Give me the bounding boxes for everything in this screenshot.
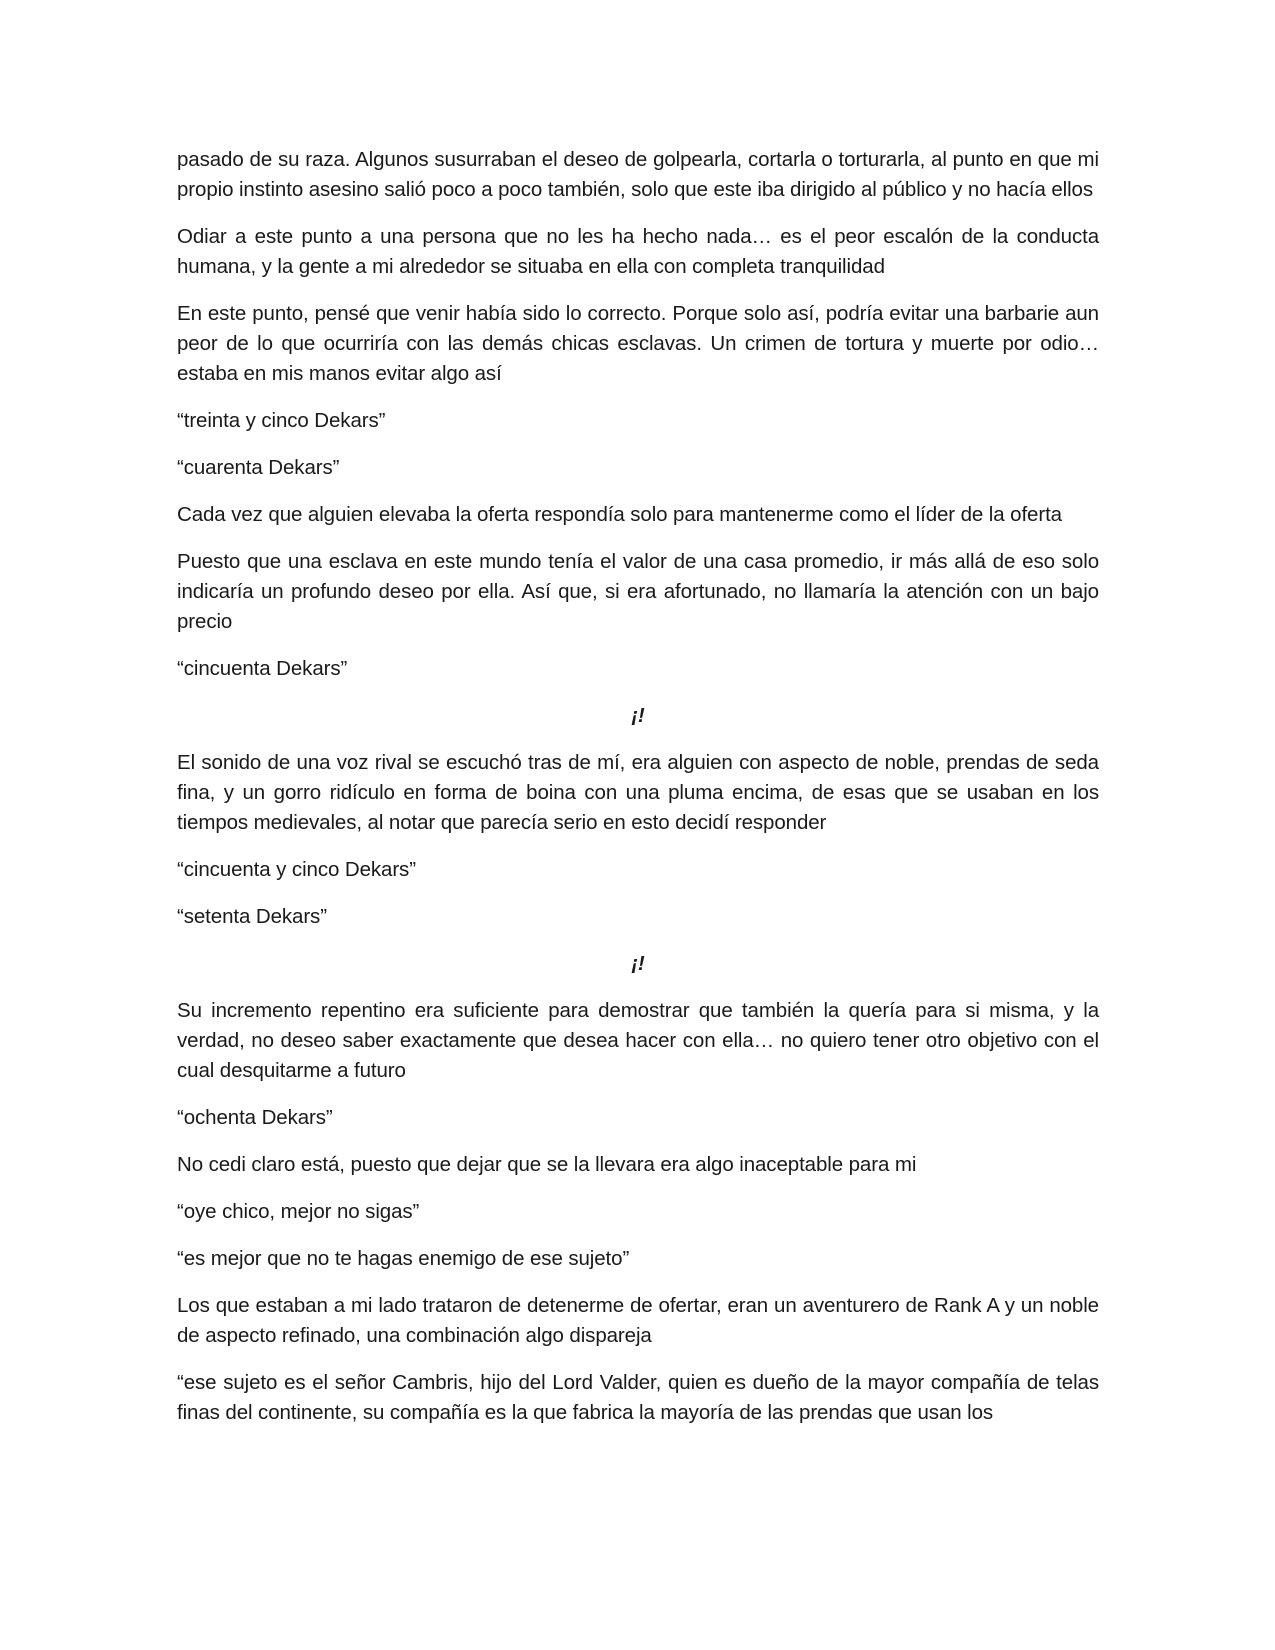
- dialogue-line: “treinta y cinco Dekars”: [177, 409, 386, 432]
- dialogue-line: “setenta Dekars”: [177, 905, 327, 928]
- paragraph-1: pasado de su raza. Algunos susurraban el deseo de golpearla, cortarla o torturarla, al punto en que mi propio instinto asesino salió poco a poco también, solo que este iba dirigido al público y no hacía ellos: [177, 148, 1099, 201]
- dialogue-line: “cuarenta Dekars”: [177, 456, 340, 479]
- exclamation-separator: ¡!: [631, 705, 645, 727]
- paragraph-4: Cada vez que alguien elevaba la oferta respondía solo para mantenerme como el líder de la oferta: [177, 503, 1062, 526]
- paragraph-8: No cedi claro está, puesto que dejar que se la llevara era algo inaceptable para mi: [177, 1153, 917, 1176]
- paragraph-2: Odiar a este punto a una persona que no les ha hecho nada… es el peor escalón de la conducta humana, y la gente a mi alrededor se situaba en ella con completa tranquilidad: [177, 225, 1099, 278]
- exclamation-separator: ¡!: [631, 953, 645, 975]
- dialogue-line: “es mejor que no te hagas enemigo de ese sujeto”: [177, 1247, 630, 1270]
- paragraph-7: Su incremento repentino era suficiente para demostrar que también la quería para si misma, y la verdad, no deseo saber exactamente que desea hacer con ella… no quiero tener otro objetivo con el cual desquitarme a futuro: [177, 999, 1099, 1082]
- dialogue-line: “oye chico, mejor no sigas”: [177, 1200, 420, 1223]
- paragraph-3: En este punto, pensé que venir había sido lo correcto. Porque solo así, podría evitar una barbarie aun peor de lo que ocurriría con las demás chicas esclavas. Un crimen de tortura y muerte por odio… estaba en mis manos evitar algo así: [177, 302, 1099, 385]
- paragraph-5: Puesto que una esclava en este mundo tenía el valor de una casa promedio, ir más allá de eso solo indicaría un profundo deseo por ella. Así que, si era afortunado, no llamaría la atención con un bajo precio: [177, 550, 1099, 633]
- dialogue-line: “cincuenta y cinco Dekars”: [177, 858, 416, 881]
- dialogue-line: “cincuenta Dekars”: [177, 657, 348, 680]
- paragraph-9: Los que estaban a mi lado trataron de detenerme de ofertar, eran un aventurero de Rank A y un noble de aspecto refinado, una combinación algo dispareja: [177, 1294, 1099, 1347]
- paragraph-6: El sonido de una voz rival se escuchó tras de mí, era alguien con aspecto de noble, prendas de seda fina, y un gorro ridículo en forma de boina con una pluma encima, de esas que se usaban en los tiempos medievales, al notar que parecía serio en esto decidí responder: [177, 751, 1099, 834]
- dialogue-line: “ochenta Dekars”: [177, 1106, 333, 1129]
- text-column: [177, 145, 1099, 1445]
- paragraph-10: “ese sujeto es el señor Cambris, hijo del Lord Valder, quien es dueño de la mayor compañía de telas finas del continente, su compañía es la que fabrica la mayoría de las prendas que usan los: [177, 1371, 1099, 1424]
